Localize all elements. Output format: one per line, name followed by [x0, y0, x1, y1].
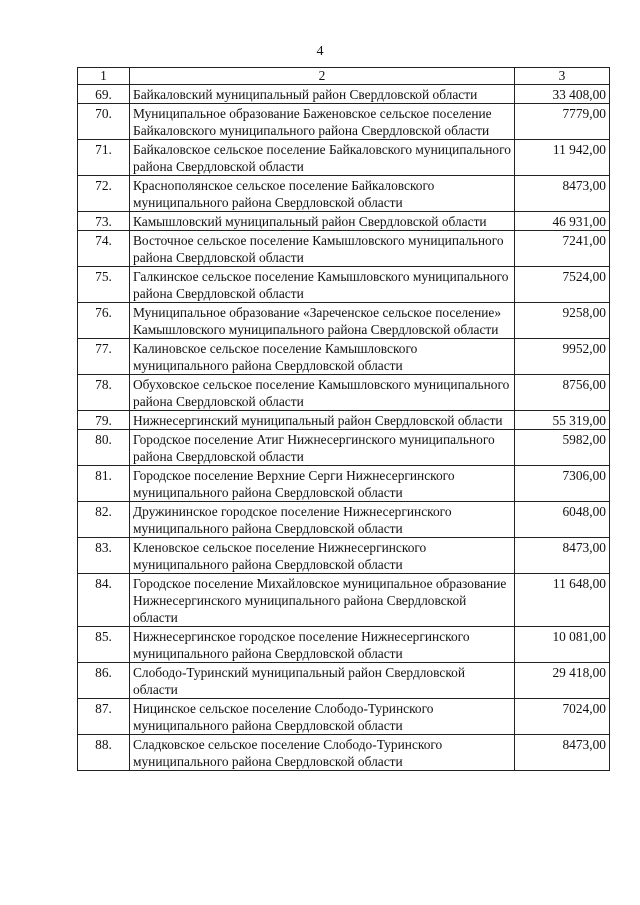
amount-value: 7241,00 — [515, 231, 610, 267]
municipality-name: Городское поселение Верхние Серги Нижнесергинского муниципального района Свердловской области — [130, 466, 515, 502]
amount-value: 8473,00 — [515, 538, 610, 574]
municipality-name: Краснополянское сельское поселение Байкаловского муниципального района Свердловской области — [130, 176, 515, 212]
table-row — [78, 375, 610, 411]
municipality-name: Камышловский муниципальный район Свердловской области — [130, 212, 515, 231]
row-number: 86. — [78, 663, 130, 699]
table-row — [78, 466, 610, 502]
amount-value: 6048,00 — [515, 502, 610, 538]
row-number: 80. — [78, 430, 130, 466]
municipality-name: Городское поселение Атиг Нижнесергинского муниципального района Свердловской области — [130, 430, 515, 466]
row-number: 88. — [78, 735, 130, 771]
amount-value: 7024,00 — [515, 699, 610, 735]
municipality-name: Муниципальное образование «Зареченское сельское поселение» Камышловского муниципального района Свердловской области — [130, 303, 515, 339]
allocation-table — [77, 67, 610, 771]
municipality-name: Обуховское сельское поселение Камышловского муниципального района Свердловской области — [130, 375, 515, 411]
table-row — [78, 176, 610, 212]
row-number: 77. — [78, 339, 130, 375]
table-row — [78, 735, 610, 771]
table-row — [78, 140, 610, 176]
row-number: 71. — [78, 140, 130, 176]
row-number: 83. — [78, 538, 130, 574]
table-row — [78, 212, 610, 231]
amount-value: 8473,00 — [515, 735, 610, 771]
municipality-name: Байкаловский муниципальный район Свердловской области — [130, 85, 515, 104]
municipality-name: Ницинское сельское поселение Слободо-Туринского муниципального района Свердловской области — [130, 699, 515, 735]
amount-value: 7306,00 — [515, 466, 610, 502]
municipality-name: Городское поселение Михайловское муниципальное образование Нижнесергинского муниципального района Свердловской области — [130, 574, 515, 627]
municipality-name: Дружининское городское поселение Нижнесергинского муниципального района Свердловской области — [130, 502, 515, 538]
amount-value: 7779,00 — [515, 104, 610, 140]
municipality-name: Нижнесергинский муниципальный район Свердловской области — [130, 411, 515, 430]
column-header-number: 1 — [78, 68, 130, 85]
table-row — [78, 699, 610, 735]
table-row — [78, 231, 610, 267]
amount-value: 8473,00 — [515, 176, 610, 212]
table-row — [78, 502, 610, 538]
municipality-name: Восточное сельское поселение Камышловского муниципального района Свердловской области — [130, 231, 515, 267]
table-row — [78, 267, 610, 303]
table-header-row — [78, 68, 610, 85]
page-number: 4 — [316, 44, 324, 59]
amount-value: 9258,00 — [515, 303, 610, 339]
municipality-name: Нижнесергинское городское поселение Нижнесергинского муниципального района Свердловской области — [130, 627, 515, 663]
table-row — [78, 339, 610, 375]
row-number: 85. — [78, 627, 130, 663]
row-number: 69. — [78, 85, 130, 104]
amount-value: 9952,00 — [515, 339, 610, 375]
row-number: 82. — [78, 502, 130, 538]
municipality-name: Сладковское сельское поселение Слободо-Туринского муниципального района Свердловской области — [130, 735, 515, 771]
table-row — [78, 303, 610, 339]
amount-value: 29 418,00 — [515, 663, 610, 699]
municipality-name: Муниципальное образование Баженовское сельское поселение Байкаловского муниципального района Свердловской области — [130, 104, 515, 140]
table-row — [78, 574, 610, 627]
table-row — [78, 430, 610, 466]
table-row — [78, 85, 610, 104]
row-number: 76. — [78, 303, 130, 339]
row-number: 70. — [78, 104, 130, 140]
table-row — [78, 663, 610, 699]
amount-value: 11 942,00 — [515, 140, 610, 176]
table-body — [78, 85, 610, 771]
table-row — [78, 627, 610, 663]
amount-value: 7524,00 — [515, 267, 610, 303]
row-number: 78. — [78, 375, 130, 411]
column-header-name: 2 — [130, 68, 515, 85]
row-number: 81. — [78, 466, 130, 502]
municipality-name: Галкинское сельское поселение Камышловского муниципального района Свердловской области — [130, 267, 515, 303]
amount-value: 11 648,00 — [515, 574, 610, 627]
amount-value: 8756,00 — [515, 375, 610, 411]
municipality-name: Калиновское сельское поселение Камышловского муниципального района Свердловской области — [130, 339, 515, 375]
amount-value: 55 319,00 — [515, 411, 610, 430]
table-row — [78, 538, 610, 574]
municipality-name: Слободо-Туринский муниципальный район Свердловской области — [130, 663, 515, 699]
table-row — [78, 104, 610, 140]
column-header-amount: 3 — [515, 68, 610, 85]
row-number: 74. — [78, 231, 130, 267]
row-number: 87. — [78, 699, 130, 735]
amount-value: 33 408,00 — [515, 85, 610, 104]
municipality-name: Байкаловское сельское поселение Байкаловского муниципального района Свердловской области — [130, 140, 515, 176]
amount-value: 5982,00 — [515, 430, 610, 466]
row-number: 72. — [78, 176, 130, 212]
amount-value: 46 931,00 — [515, 212, 610, 231]
row-number: 79. — [78, 411, 130, 430]
row-number: 75. — [78, 267, 130, 303]
row-number: 84. — [78, 574, 130, 627]
table-row — [78, 411, 610, 430]
municipality-name: Кленовское сельское поселение Нижнесергинского муниципального района Свердловской области — [130, 538, 515, 574]
amount-value: 10 081,00 — [515, 627, 610, 663]
row-number: 73. — [78, 212, 130, 231]
